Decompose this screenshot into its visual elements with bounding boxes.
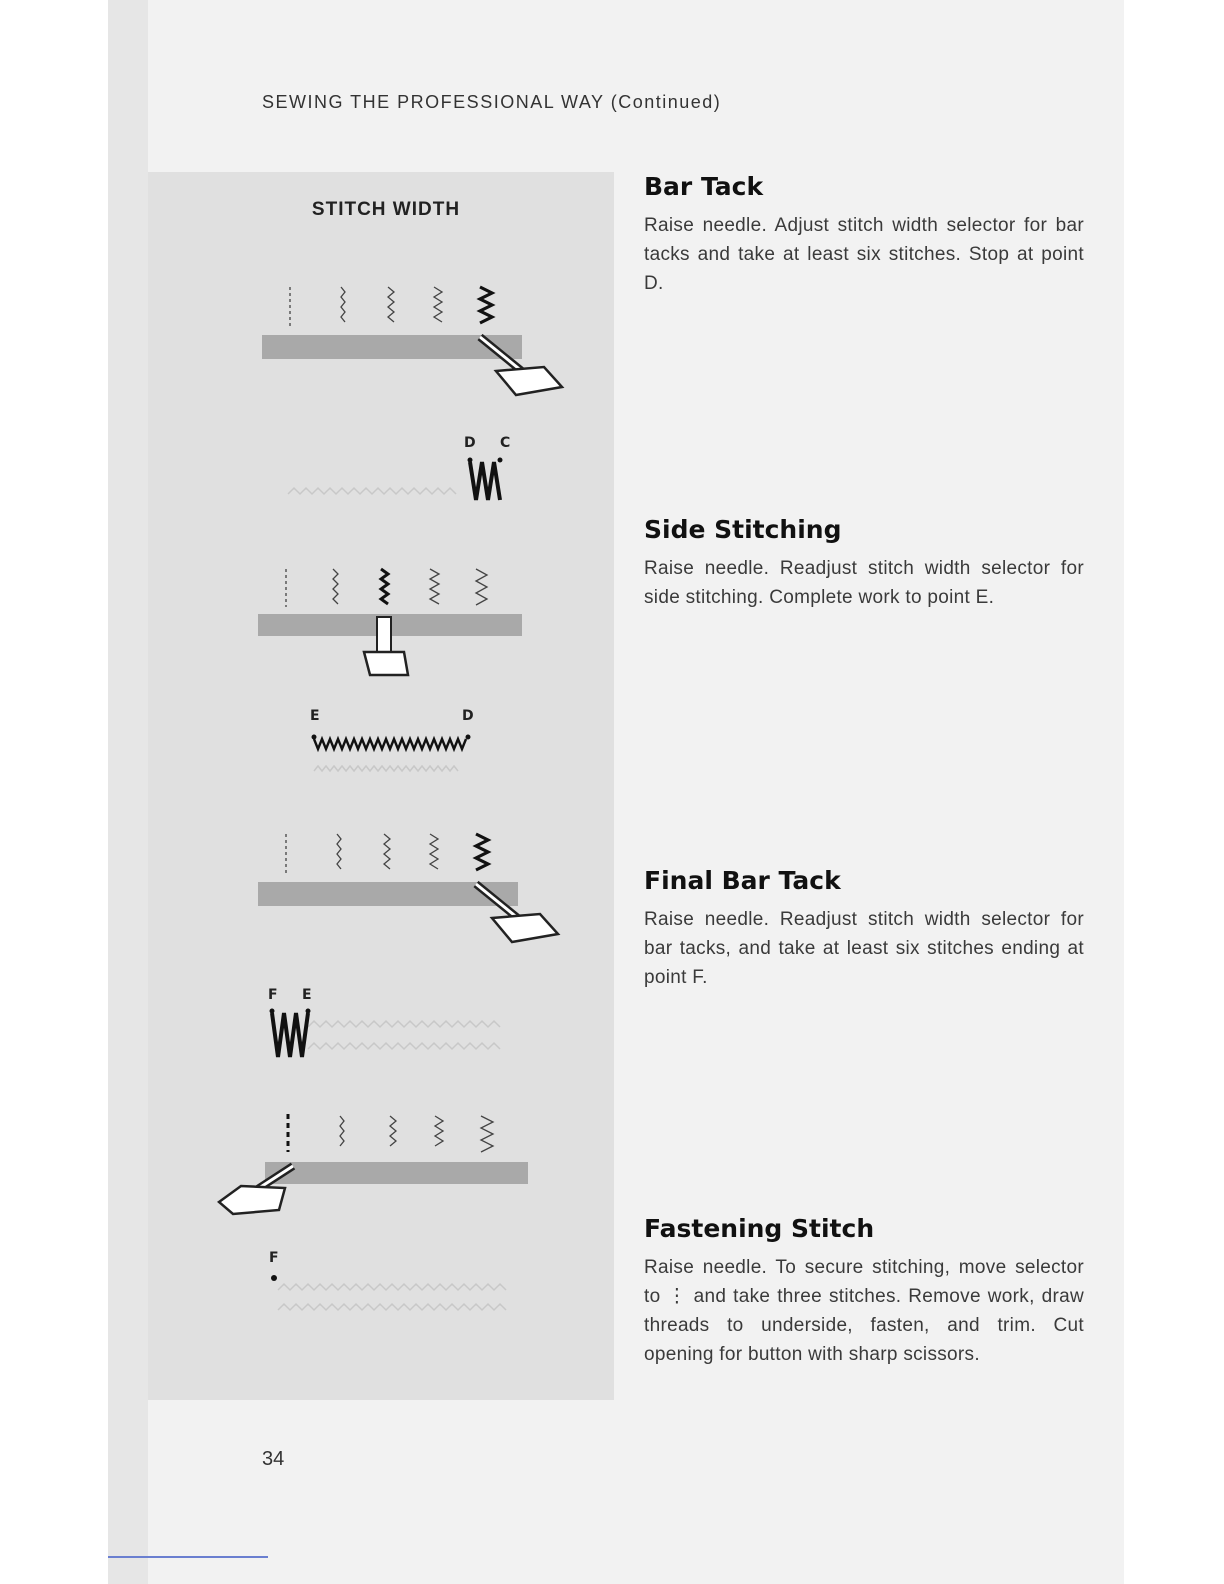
page-edge-shadow [108, 0, 148, 1584]
section-title: Final Bar Tack [644, 866, 841, 895]
bottom-rule [108, 1556, 268, 1558]
section-title: Bar Tack [644, 172, 764, 201]
point-f-marker [270, 1009, 275, 1014]
section-title: Fastening Stitch [644, 1214, 875, 1243]
point-c-marker [498, 458, 503, 463]
section-title: Side Stitching [644, 515, 842, 544]
running-head: SEWING THE PROFESSIONAL WAY (Continued) [262, 92, 722, 112]
bar-tack-sample [278, 422, 511, 512]
label-d: D [462, 708, 474, 724]
fastening-sample [258, 1242, 518, 1332]
stitch-width-panel [148, 172, 614, 1400]
selector-lever-knob [492, 914, 558, 942]
point-f-marker [271, 1275, 277, 1281]
selector-lever-knob [496, 367, 562, 395]
selector-lever-knob [364, 652, 408, 675]
selector-diagram-side-stitching [248, 557, 578, 687]
label-e: E [310, 708, 320, 724]
selector-bar [265, 1162, 528, 1184]
panel-title: STITCH WIDTH [311, 199, 461, 220]
point-d-marker [468, 458, 473, 463]
section-side-stitching [644, 515, 1084, 612]
label-f: F [269, 1250, 279, 1266]
side-stitches [314, 739, 466, 749]
label-d: D [464, 435, 476, 451]
final-bar-tack-stitches [272, 1013, 308, 1057]
zigzag-symbol-4-selected [480, 287, 492, 323]
label-f: F [268, 987, 278, 1003]
section-bar-tack [644, 172, 1084, 298]
zigzag-symbol-2-selected [381, 569, 388, 604]
zigzag-symbol-1 [341, 287, 345, 322]
final-bar-tack-sample [258, 977, 518, 1067]
section-body: Raise needle. Readjust stitch width selector for bar tacks, and take at least six stitches ending at point F. [644, 909, 1084, 988]
bar-tack-stitches [470, 462, 500, 500]
zigzag-symbol-4-selected [476, 834, 488, 870]
selector-diagram-final-bar-tack [243, 822, 573, 952]
section-final-bar-tack [644, 866, 1084, 992]
side-stitching-sample [298, 697, 518, 787]
selector-diagram-bar-tack [248, 277, 578, 407]
section-body: Raise needle. To secure stitching, move selector to ⋮ and take three stitches. Remove work, draw threads to underside, fasten, and trim. Cut opening for button with sharp scissors. [644, 1257, 1084, 1365]
selector-lever-knob [219, 1186, 285, 1214]
label-e: E [302, 987, 312, 1003]
zigzag-symbol-3 [434, 287, 442, 322]
section-body: Raise needle. Readjust stitch width selector for side stitching. Complete work to point E. [644, 558, 1084, 608]
section-body: Raise needle. Adjust stitch width selector for bar tacks and take at least six stitches. Stop at point D. [644, 215, 1084, 294]
zigzag-symbol-2 [388, 287, 394, 322]
selector-lever-stem [377, 617, 391, 653]
point-e-marker [312, 735, 317, 740]
section-fastening-stitch [644, 1214, 1084, 1369]
point-e-marker [306, 1009, 311, 1014]
selector-diagram-fastening [213, 1102, 543, 1232]
point-d-marker [466, 735, 471, 740]
page-number: 34 [262, 1448, 285, 1470]
label-c: C [500, 435, 511, 451]
